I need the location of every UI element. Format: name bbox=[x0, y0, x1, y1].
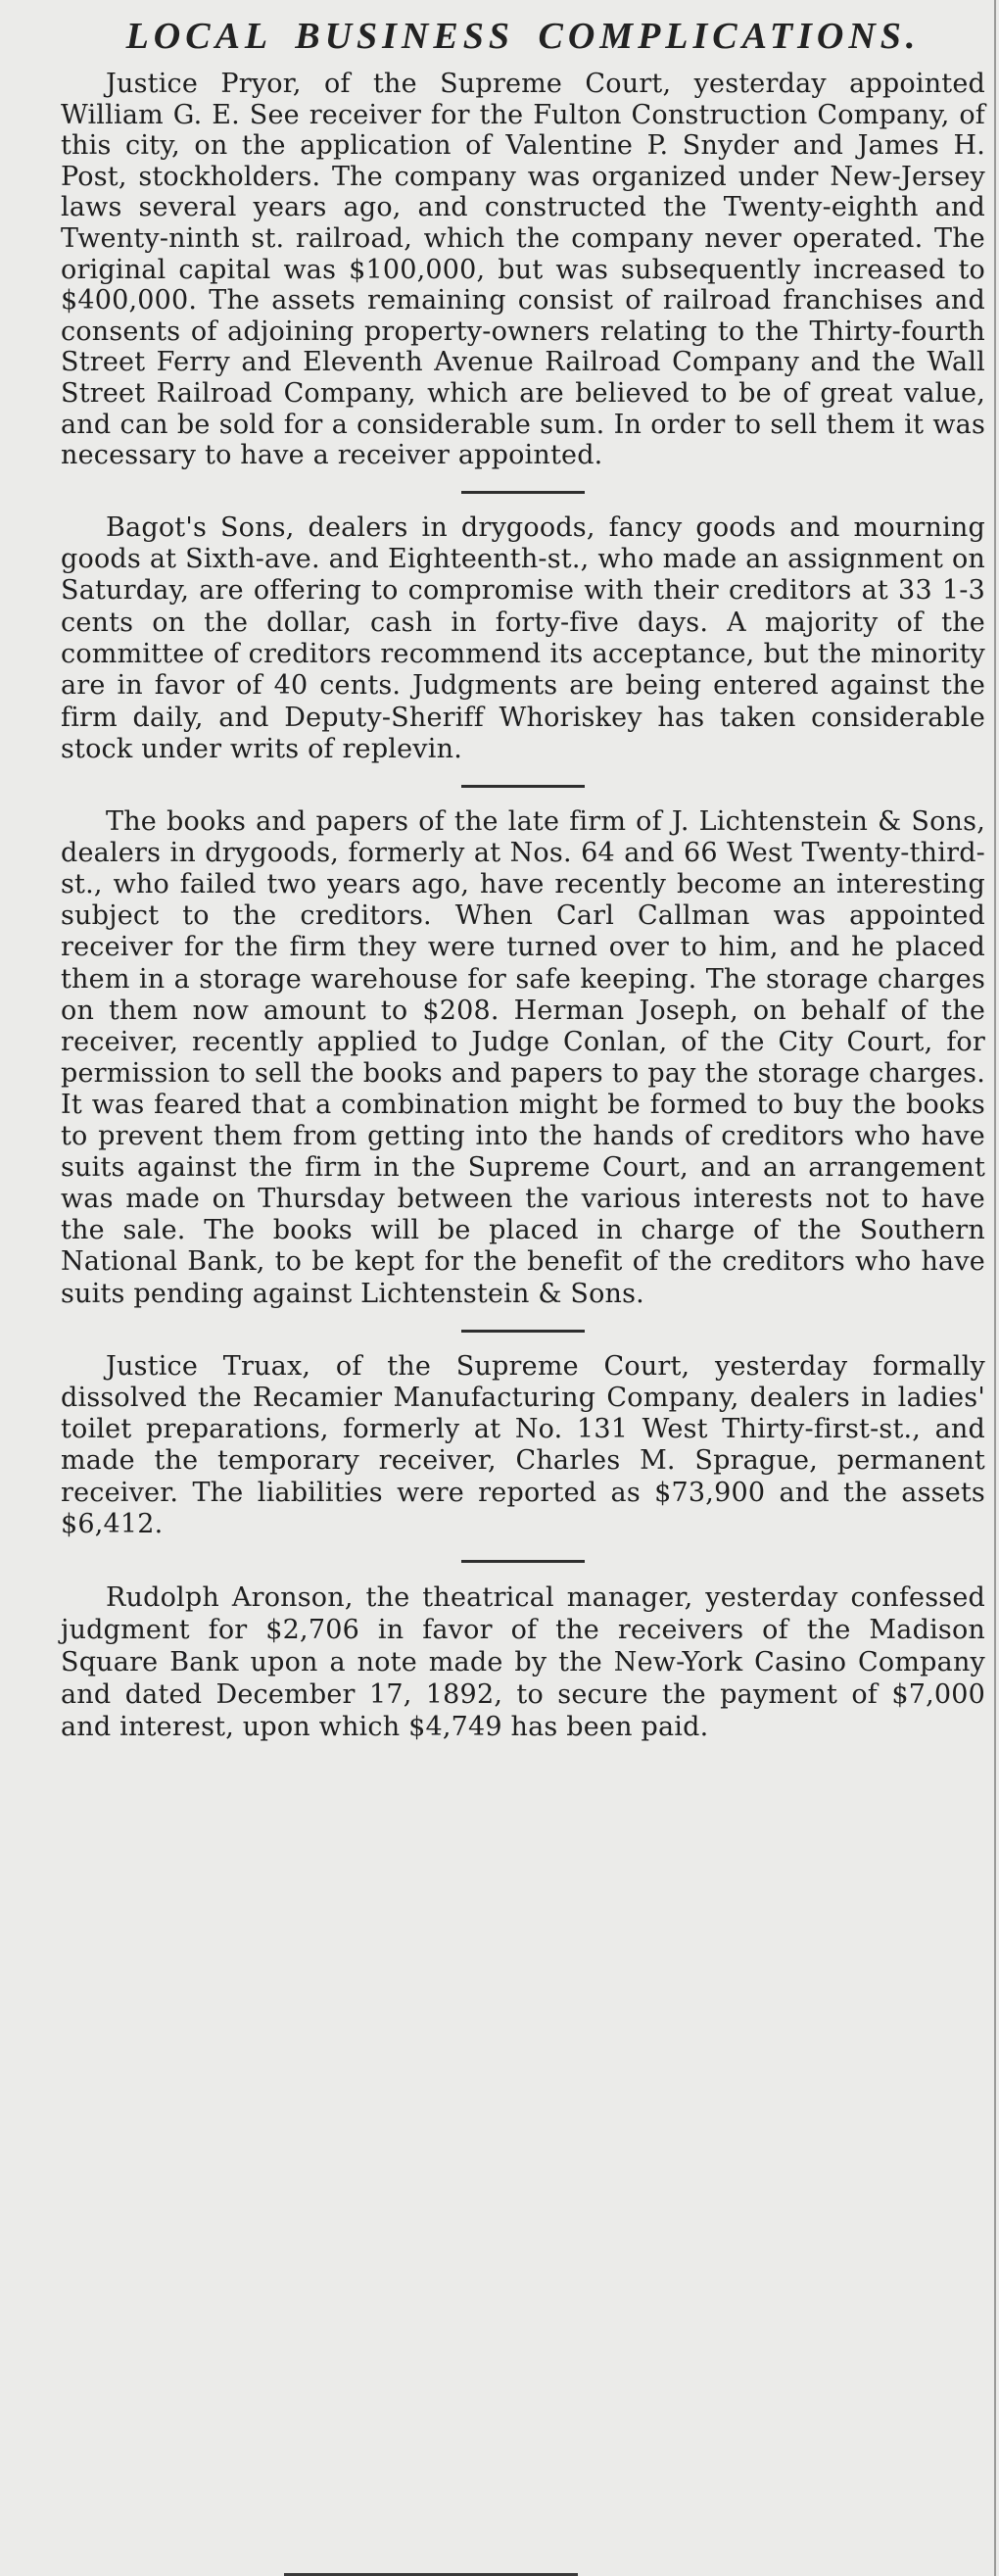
article-text: The books and papers of the late firm of J. Lichtenstein & Sons, dealers in drygoods, formerly at Nos. 64 and 66 West Twenty-third-st., who failed two years ago, have recently become an interesting subject to the creditors. When Carl Callman was appointed receiver for the firm they were turned over to him, and he placed them in a storage warehouse for safe keeping. The storage charges on them now amount to $208. Herman Joseph, on behalf of the receiver, recently applied to Judge Conlan, of the City Court, for permission to sell the books and papers to pay the storage charges. It was feared that a combination might be formed to buy the books to prevent them from getting into the hands of creditors who have suits against the firm in the Supreme Court, and an arrangement was made on Thursday between the various interests not to have the sale. The books will be placed in charge of the Southern National Bank, to be kept for the benefit of the creditors who have suits pending against Lichtenstein & Sons. bbox=[61, 806, 985, 1309]
article-lichtenstein-sons bbox=[61, 806, 985, 1310]
section-separator bbox=[461, 1330, 585, 1333]
section-separator bbox=[461, 491, 585, 494]
article-rudolph-aronson bbox=[61, 1581, 985, 1743]
article-text: Bagot's Sons, dealers in drygoods, fancy goods and mourning goods at Sixth-ave. and Eighteenth-st., who made an assignment on Saturday, are offering to compromise with their creditors at 33 1-3 cents on the dollar, cash in forty-five days. A majority of the committee of creditors recommend its acceptance, but the minority are in favor of 40 cents. Judgments are being entered against the firm daily, and Deputy-Sheriff Whoriskey has taken considerable stock under writs of replevin. bbox=[61, 511, 985, 764]
article-text: Justice Truax, of the Supreme Court, yesterday formally dissolved the Recamier Manufacturing Company, dealers in ladies' toilet preparations, formerly at No. 131 West Thirty-first-st., and made the temporary receiver, Charles M. Sprague, permanent receiver. The liabilities were reported as $73,900 and the assets $6,412. bbox=[61, 1350, 985, 1540]
article-bagot-sons bbox=[61, 512, 985, 765]
article-text: Justice Pryor, of the Supreme Court, yesterday appointed William G. E. See receiver for the Fulton Construction Company, of this city, on the application of Valentine P. Snyder and James H. Post, stockholders. The company was organized under New-Jersey laws several years ago, and constructed the Twenty-eighth and Twenty-ninth st. railroad, which the company never operated. The original capital was $100,000, but was subsequently increased to $400,000. The assets remaining consist of railroad franchises and consents of adjoining property-owners relating to the Thirty-fourth Street Ferry and Eleventh Avenue Railroad Company and the Wall Street Railroad Company, which are believed to be of great value, and can be sold for a considerable sum. In order to sell them it was necessary to have a receiver appointed. bbox=[61, 69, 985, 471]
section-separator bbox=[461, 1560, 585, 1563]
headline: LOCAL BUSINESS COMPLICATIONS. bbox=[125, 16, 921, 57]
article-recamier-manufacturing bbox=[61, 1351, 985, 1541]
article-fulton-construction bbox=[61, 69, 985, 471]
column-rule bbox=[994, 0, 996, 2576]
article-text: Rudolph Aronson, the theatrical manager, yesterday confessed judgment for $2,706 in favor of the receivers of the Madison Square Bank upon a note made by the New-York Casino Company and dated December 17, 1892, to secure the payment of $7,000 and interest, upon which $4,749 has been paid. bbox=[61, 1582, 985, 1743]
section-separator bbox=[461, 785, 585, 788]
